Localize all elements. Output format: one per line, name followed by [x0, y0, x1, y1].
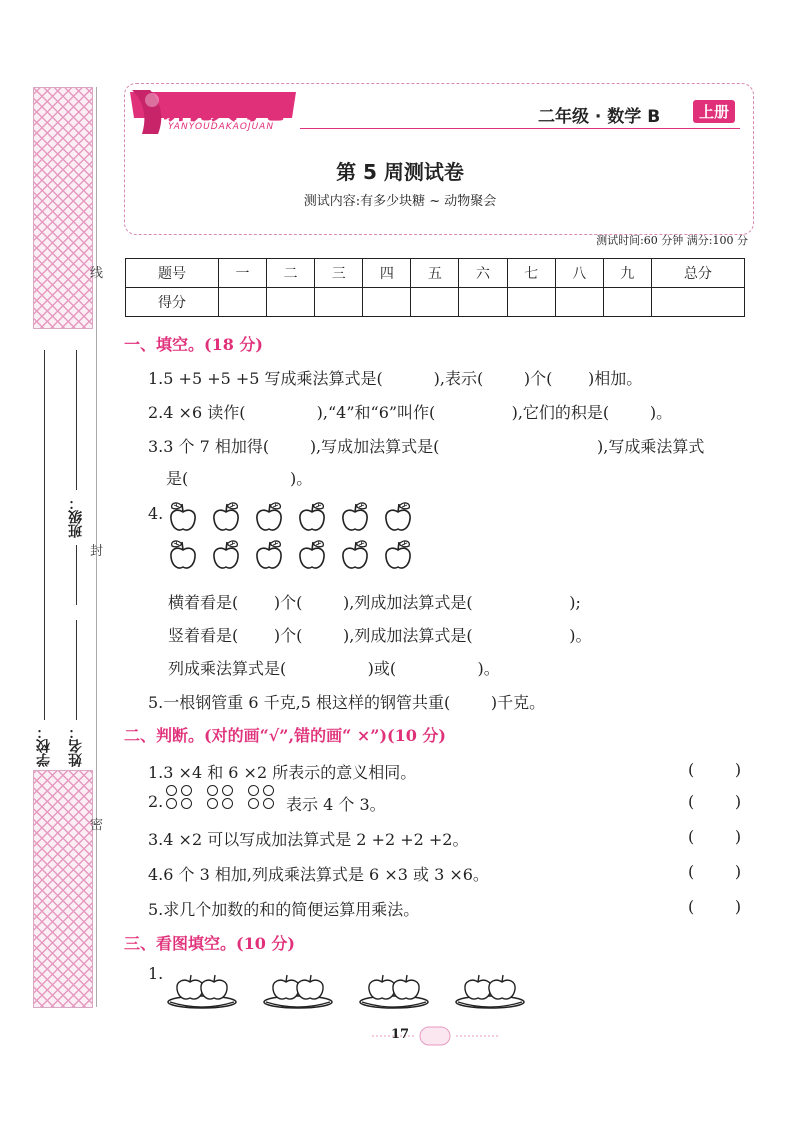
question-1-4-number: 4. [148, 504, 164, 523]
plate-of-apples-icon [166, 968, 238, 1010]
school-field[interactable] [44, 350, 45, 720]
apple-icon [168, 538, 198, 572]
circle-group [248, 785, 275, 809]
decorative-lattice-bottom [33, 770, 93, 1008]
score-header-cell: 题号 [126, 259, 219, 288]
score-header-cell: 七 [507, 259, 555, 288]
answer-parens[interactable]: ( ) [688, 897, 742, 916]
score-header-row [126, 259, 745, 288]
school-label: 学校： [36, 725, 52, 767]
judge-item: 4.6 个 3 相加,列成乘法算式是 6 ×3 或 3 ×6。 [148, 865, 489, 884]
score-header-cell: 二 [267, 259, 315, 288]
score-cell[interactable] [555, 288, 603, 317]
question-1-4-vertical: 竖着看是( )个( ),列成加法算式是( )。 [168, 626, 592, 645]
apple-icon [297, 538, 327, 572]
circle-icon [166, 785, 177, 796]
circle-group [207, 785, 234, 809]
plate-of-apples-icon [358, 968, 430, 1010]
apple-icon [340, 538, 370, 572]
score-cell[interactable] [267, 288, 315, 317]
score-row [126, 288, 745, 317]
score-cell[interactable] [603, 288, 651, 317]
circle-icon [222, 785, 233, 796]
question-1-3-cont: 是( )。 [166, 469, 313, 488]
circle-icon [181, 785, 192, 796]
section-2-heading: 二、判断。(对的画“√”,错的画“ ×”)(10 分) [124, 726, 446, 745]
class-field[interactable] [76, 350, 77, 490]
name-field[interactable] [76, 620, 77, 720]
circle-icon [207, 785, 218, 796]
header-rule [300, 128, 740, 129]
class-label: 班级： [68, 496, 84, 538]
apple-icon [211, 500, 241, 534]
circle-icon [166, 798, 177, 809]
circle-icon [181, 798, 192, 809]
page-number: 17 [390, 1027, 410, 1042]
answer-parens[interactable]: ( ) [688, 827, 742, 846]
judge-item: 3.4 ×2 可以写成加法算式是 2 +2 +2 +2。 [148, 830, 469, 849]
score-header-cell: 八 [555, 259, 603, 288]
apple-icon [211, 538, 241, 572]
apple-icon [254, 500, 284, 534]
plate-of-apples-icon [454, 968, 526, 1010]
score-header-cell: 三 [315, 259, 363, 288]
question-1-5: 5.一根钢管重 6 千克,5 根这样的钢管共重( )千克。 [148, 693, 546, 712]
score-header-cell: 五 [411, 259, 459, 288]
binding-char-secret: 密 [90, 818, 104, 833]
apple-icon [340, 500, 370, 534]
apple-row-1 [168, 500, 413, 534]
judge-item: 2. [148, 792, 164, 811]
logo-text: 研优大考卷 [162, 96, 287, 124]
grade-label: 二年级 · 数学 B [538, 107, 661, 127]
page-title: 第 5 周测试卷 [336, 160, 464, 184]
circle-groups [166, 785, 275, 809]
test-content: 测试内容:有多少块糖 ~ 动物聚会 [303, 194, 497, 209]
section-3-heading: 三、看图填空。(10 分) [124, 934, 295, 953]
binding-char-seal: 封 [90, 544, 104, 559]
score-cell[interactable] [651, 288, 744, 317]
score-cell[interactable] [459, 288, 507, 317]
answer-parens[interactable]: ( ) [688, 792, 742, 811]
judge-item-2-text: 表示 4 个 3。 [286, 795, 386, 814]
name-label: 姓名： [68, 725, 84, 767]
term-badge: 上册 [693, 100, 735, 123]
circle-icon [263, 798, 274, 809]
plate-of-apples-icon [262, 968, 334, 1010]
binding-char-line: 线 [90, 266, 104, 281]
answer-parens[interactable]: ( ) [688, 760, 742, 779]
circle-icon [248, 785, 259, 796]
class-field-extra[interactable] [76, 545, 77, 605]
score-row-label: 得分 [126, 288, 219, 317]
score-cell[interactable] [411, 288, 459, 317]
time-info: 测试时间:60 分钟 满分:100 分 [596, 234, 748, 247]
apple-icon [297, 500, 327, 534]
apple-icon [168, 500, 198, 534]
apple-icon [254, 538, 284, 572]
judge-item: 1.3 ×4 和 6 ×2 所表示的意义相同。 [148, 763, 417, 782]
question-1-3: 3.3 个 7 相加得( ),写成加法算式是( ),写成乘法算式 [148, 437, 705, 456]
score-header-cell: 四 [363, 259, 411, 288]
score-cell[interactable] [363, 288, 411, 317]
question-3-1-number: 1. [148, 964, 164, 983]
score-header-cell: 一 [219, 259, 267, 288]
circle-group [166, 785, 193, 809]
circle-icon [248, 798, 259, 809]
score-cell[interactable] [219, 288, 267, 317]
question-1-1: 1.5 +5 +5 +5 写成乘法算式是( ),表示( )个( )相加。 [148, 369, 643, 388]
section-1-heading: 一、填空。(18 分) [124, 335, 263, 354]
circle-icon [263, 785, 274, 796]
judge-item: 5.求几个加数的和的简便运算用乘法。 [148, 900, 420, 919]
apple-icon [383, 500, 413, 534]
circle-icon [222, 798, 233, 809]
score-cell[interactable] [507, 288, 555, 317]
score-header-cell: 总分 [651, 259, 744, 288]
score-cell[interactable] [315, 288, 363, 317]
apple-icon [383, 538, 413, 572]
logo-subtitle: YANYOUDAKAOJUAN [168, 122, 275, 132]
score-header-cell: 九 [603, 259, 651, 288]
question-1-4-multiply: 列成乘法算式是( )或( )。 [168, 659, 500, 678]
question-1-4-horizontal: 横着看是( )个( ),列成加法算式是( ); [168, 593, 581, 612]
score-header-cell: 六 [459, 259, 507, 288]
apple-row-2 [168, 538, 413, 572]
apple-plates [166, 968, 526, 1010]
circle-icon [207, 798, 218, 809]
answer-parens[interactable]: ( ) [688, 862, 742, 881]
question-1-2: 2.4 ×6 读作( ),“4”和“6”叫作( ),它们的积是( )。 [148, 403, 673, 422]
score-table [125, 258, 745, 317]
